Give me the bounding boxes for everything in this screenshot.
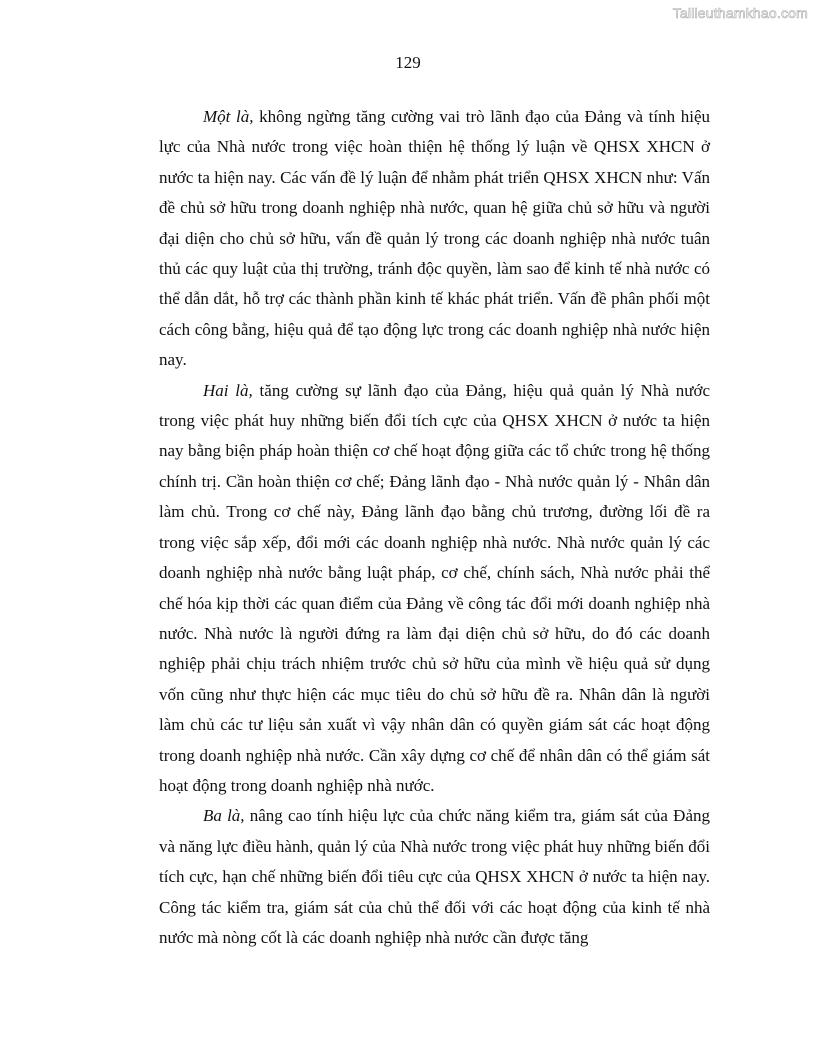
paragraph-lead: Một là, [203,107,254,126]
paragraph-ba-la [159,801,710,953]
paragraph-text: không ngừng tăng cường vai trò lãnh đạo của Đảng và tính hiệu lực của Nhà nước trong việc hoàn thiện hệ thống lý luận về QHSX XHCN ở nước ta hiện nay. Các vấn đề lý luận để nhằm phát triển QHSX XHCN như: Vấn đề chủ sở hữu trong doanh nghiệp nhà nước, quan hệ giữa chủ sở hữu và người đại diện cho chủ sở hữu, vấn đề quản lý trong các doanh nghiệp nhà nước tuân thủ các quy luật của thị trường, tránh độc quyền, làm sao để kinh tế nhà nước có thể dẫn dắt, hỗ trợ các thành phần kinh tế khác phát triển. Vấn đề phân phối một cách công bằng, hiệu quả để tạo động lực trong các doanh nghiệp nhà nước hiện nay. [159,107,710,370]
paragraph-text: tăng cường sự lãnh đạo của Đảng, hiệu quả quản lý Nhà nước trong việc phát huy những biến đổi tích cực của QHSX XHCN ở nước ta hiện nay bằng biện pháp hoàn thiện cơ chế hoạt động giữa các tổ chức trong hệ thống chính trị. Cần hoàn thiện cơ chế; Đảng lãnh đạo - Nhà nước quản lý - Nhân dân làm chủ. Trong cơ chế này, Đảng lãnh đạo bằng chủ trương, đường lối đề ra trong việc sắp xếp, đổi mới các doanh nghiệp nhà nước. Nhà nước quản lý các doanh nghiệp nhà nước bằng luật pháp, cơ chế, chính sách, Nhà nước phải thể chế hóa kịp thời các quan điểm của Đảng về công tác đổi mới doanh nghiệp nhà nước. Nhà nước là người đứng ra làm đại diện chủ sở hữu, do đó các doanh nghiệp phải chịu trách nhiệm trước chủ sở hữu của mình về hiệu quả sử dụng vốn cũng như thực hiện các mục tiêu do chủ sở hữu đề ra. Nhân dân là người làm chủ các tư liệu sản xuất vì vậy nhân dân có quyền giám sát các hoạt động trong doanh nghiệp nhà nước. Cần xây dựng cơ chế để nhân dân có thể giám sát hoạt động trong doanh nghiệp nhà nước. [159,380,710,795]
paragraph-mot-la [159,102,710,376]
paragraph-hai-la [159,376,710,802]
paragraph-lead: Hai là, [203,380,253,400]
document-body [159,102,710,953]
watermark: Tailieuthamkhao.com [672,5,808,21]
paragraph-text: nâng cao tính hiệu lực của chức năng kiểm tra, giám sát của Đảng và năng lực điều hành, quản lý của Nhà nước trong việc phát huy những biến đổi tích cực, hạn chế những biến đổi tiêu cực của QHSX XHCN ở nước ta hiện nay. Công tác kiểm tra, giám sát của chủ thể đối với các hoạt động của kinh tế nhà nước mà nòng cốt là các doanh nghiệp nhà nước cần được tăng [159,806,710,947]
page-number: 129 [395,53,421,72]
paragraph-lead: Ba là, [203,806,245,826]
